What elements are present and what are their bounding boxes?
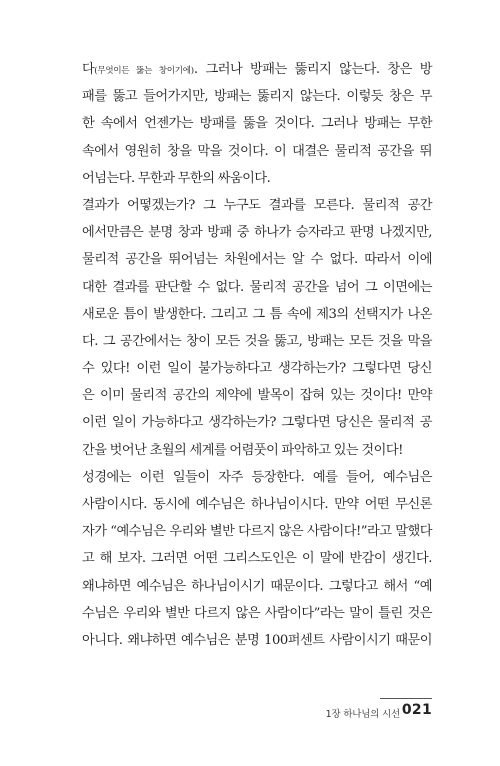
chapter-title: 1장 하나님의 시선 <box>325 709 400 720</box>
text-line: 어넘는다. 무한과 무한의 싸움이다. <box>82 170 271 186</box>
text-line: 자가 “예수님은 우리와 별반 다르지 않은 사람이다!”라고 말했다 <box>82 524 432 540</box>
text-line: 다. 그 공간에서는 창이 모든 것을 뚫고, 방패는 모든 것을 막을 <box>82 333 432 349</box>
text-line: 왜냐하면 예수님은 하나님이시기 때문이다. 그렇다고 해서 “예 <box>82 578 432 594</box>
text-run: 다 <box>82 62 95 77</box>
text-line: 성경에는 이런 일들이 자주 등장한다. 예를 들어, 예수님은 <box>82 469 432 485</box>
text-line: 대한 결과를 판단할 수 없다. 물리적 공간을 넘어 그 이면에는 <box>82 279 432 295</box>
text-line: 고 해 보자. 그러면 어떤 그리스도인은 이 말에 반감이 생긴다. <box>82 551 432 567</box>
text-line <box>82 56 432 83</box>
text-line: 속에서 영원히 창을 막을 것이다. 이 대결은 물리적 공간을 뛰 <box>82 143 432 159</box>
text-line: 물리적 공간을 뛰어넘는 차원에서는 알 수 없다. 따라서 이에 <box>82 252 432 268</box>
footer-divider <box>380 698 432 699</box>
text-line: 아니다. 왜냐하면 예수님은 분명 100퍼센트 사람이시기 때문이 <box>82 632 432 648</box>
inline-note: (무엇이든 뚫는 창이기에) <box>94 66 194 76</box>
text-line: 패를 뚫고 들어가지만, 방패는 뚫리지 않는다. 이렇듯 창은 무 <box>82 89 432 105</box>
text-line: 결과가 어떻겠는가? 그 누구도 결과를 모른다. 물리적 공간 <box>82 197 432 213</box>
text-line: 은 이미 물리적 공간의 제약에 발목이 잡혀 있는 것이다! 만약 <box>82 388 432 404</box>
text-line: 간을 벗어난 초월의 세계를 어렴풋이 파악하고 있는 것이다! <box>82 442 403 458</box>
page-footer <box>300 698 432 722</box>
text-run: . 그러나 방패는 뚫리지 않는다. 창은 방 <box>193 62 432 77</box>
body-text <box>82 56 432 654</box>
text-line: 한 속에서 언젠가는 방패를 뚫을 것이다. 그러나 방패는 무한 <box>82 116 432 132</box>
text-line: 에서만큼은 분명 창과 방패 중 하나가 승자라고 판명 나겠지만, <box>82 225 432 241</box>
text-line: 수님은 우리와 별반 다르지 않은 사람이다”라는 말이 틀린 것은 <box>82 605 432 621</box>
text-line: 이런 일이 가능하다고 생각하는가? 그렇다면 당신은 물리적 공 <box>82 415 432 431</box>
text-line: 사람이시다. 동시에 예수님은 하나님이시다. 만약 어떤 무신론 <box>82 497 432 512</box>
page-number: 021 <box>401 702 432 718</box>
text-line: 수 있다! 이런 일이 불가능하다고 생각하는가? 그렇다면 당신 <box>82 361 432 377</box>
text-line: 새로운 틈이 발생한다. 그리고 그 틈 속에 제3의 선택지가 나온 <box>82 306 432 322</box>
